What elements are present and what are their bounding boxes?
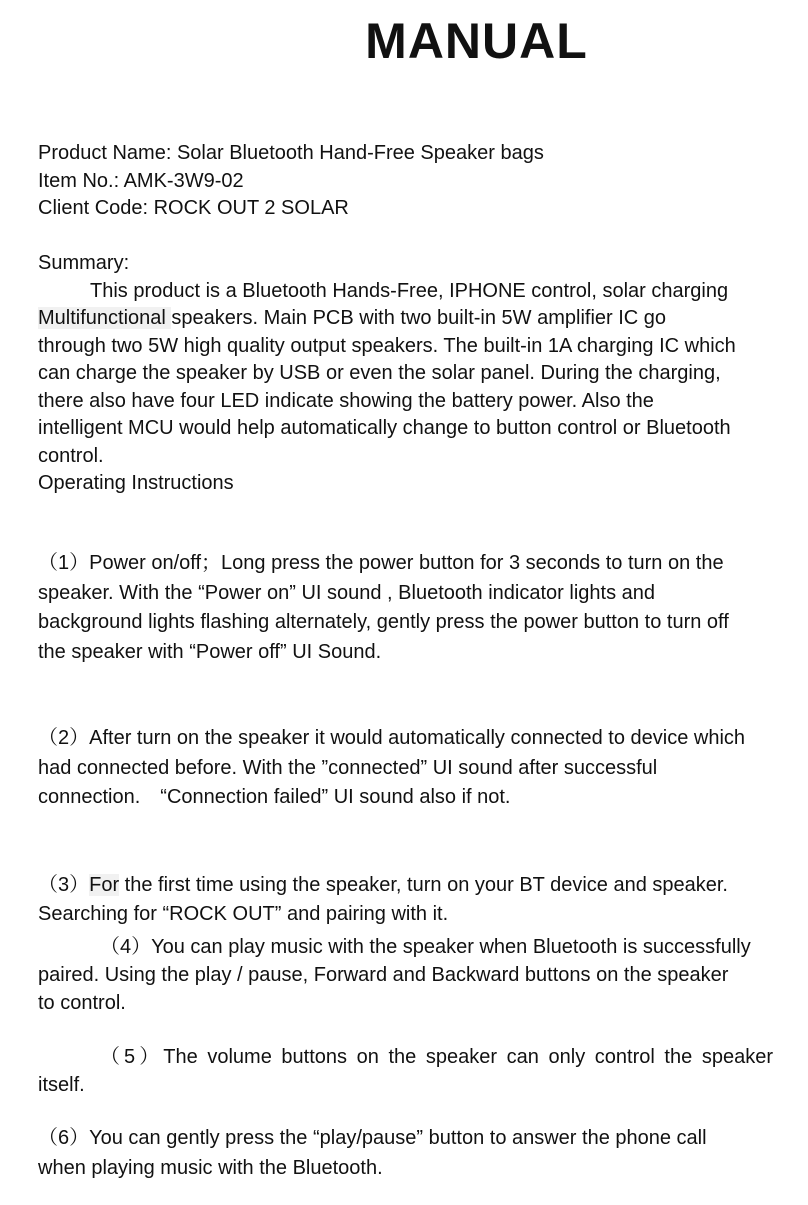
step-2: [38, 724, 773, 813]
summary-line: control.: [38, 444, 104, 467]
step-line: （4）You can play music with the speaker when Bluetooth is successfully: [100, 936, 751, 958]
step-1: [38, 549, 773, 667]
step-line: connection. “Connection failed” UI sound also if not.: [38, 786, 511, 808]
step-line: when playing music with the Bluetooth.: [38, 1156, 383, 1179]
client-code: Client Code: ROCK OUT 2 SOLAR: [38, 197, 349, 219]
step-line: speaker. With the “Power on” UI sound , Bluetooth indicator lights and: [38, 581, 656, 604]
product-name: Product Name: Solar Bluetooth Hand-Free Speaker bags: [38, 142, 544, 164]
highlighted-word: For: [89, 874, 120, 896]
summary-heading: Summary:: [38, 252, 130, 274]
step-line: had connected before. With the ”connected” UI sound after successful: [38, 756, 658, 779]
summary-line: through two 5W high quality output speakers. The built-in 1A charging IC which: [38, 334, 736, 357]
step-line: the speaker with “Power off” UI Sound.: [38, 640, 382, 663]
highlighted-word: Multifunctional: [38, 307, 172, 329]
step-5: [38, 1043, 773, 1099]
summary-line: intelligent MCU would help automatically change to button control or Bluetooth: [38, 417, 731, 439]
page-title: MANUAL: [365, 13, 588, 69]
summary-line: there also have four LED indicate showing the battery power. Also the: [38, 389, 654, 412]
step-line: [38, 871, 773, 900]
summary-section: [38, 250, 773, 498]
product-info: [38, 140, 773, 223]
summary-line: [38, 305, 773, 333]
step-line: paired. Using the play / pause, Forward and Backward buttons on the speaker: [38, 964, 729, 986]
step-line: （1）Power on/off；Long press the power button for 3 seconds to turn on the: [38, 552, 724, 574]
operating-heading: Operating Instructions: [38, 472, 234, 494]
item-number: Item No.: AMK-3W9-02: [38, 169, 244, 192]
step-3: [38, 871, 773, 928]
summary-line-rest: speakers. Main PCB with two built-in 5W amplifier IC go: [171, 307, 667, 329]
step-4: [38, 933, 773, 1017]
summary-line: can charge the speaker by USB or even the solar panel. During the charging,: [38, 362, 721, 384]
summary-line: This product is a Bluetooth Hands-Free, IPHONE control, solar charging: [90, 279, 729, 302]
step-line-rest: the first time using the speaker, turn on your BT device and speaker.: [119, 874, 728, 896]
step-6: [38, 1124, 773, 1183]
step-line: to control.: [38, 992, 126, 1014]
step-line: Searching for “ROCK OUT” and pairing with it.: [38, 902, 449, 925]
step-line: （2）After turn on the speaker it would automatically connected to device which: [38, 727, 746, 749]
step-line: itself.: [38, 1074, 85, 1096]
step-line: （6）You can gently press the “play/pause” button to answer the phone call: [38, 1127, 707, 1149]
step-number: （3）: [38, 874, 90, 896]
step-line: background lights flashing alternately, gently press the power button to turn off: [38, 611, 729, 633]
step-line: （5）The volume buttons on the speaker can only control the speaker: [100, 1046, 773, 1068]
